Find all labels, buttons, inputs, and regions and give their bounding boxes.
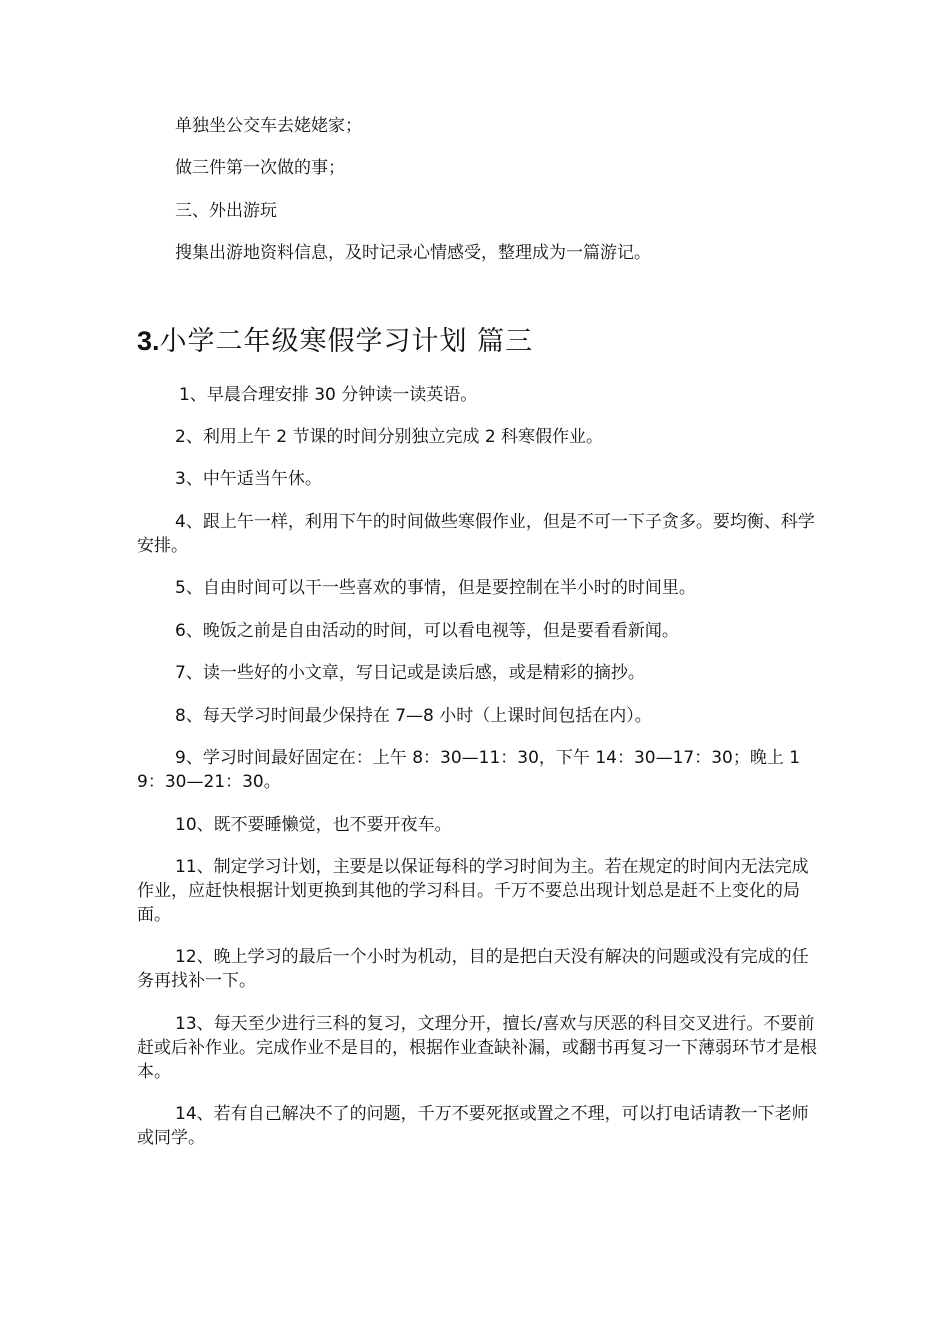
intro-item: 做三件第一次做的事； [175,158,345,178]
plan-item-7: 7、读一些好的小文章，写日记或是读后感，或是精彩的摘抄。 [175,663,645,683]
plan-item-9: 9、学习时间最好固定在：上午 8：30—11：30，下午 14：30—17：30；晚上 19：30—21：30。 [137,748,801,792]
plan-item-10: 10、既不要睡懒觉，也不要开夜车。 [175,815,452,835]
plan-item-11: 11、制定学习计划，主要是以保证每科的学习时间为主。若在规定的时间内无法完成作业，应赶快根据计划更换到其他的学习科目。千万不要总出现计划总是赶不上变化的局面。 [137,857,809,925]
plan-item-3: 3、中午适当午休。 [175,469,322,489]
plan-item-12: 12、晚上学习的最后一个小时为机动，目的是把白天没有解决的问题或没有完成的任务再找补一下。 [137,947,809,991]
section-number: 3. [137,326,160,356]
intro-item: 搜集出游地资料信息，及时记录心情感受，整理成为一篇游记。 [175,243,651,263]
intro-subheading: 三、外出游玩 [175,201,277,221]
plan-item-1: 1、早晨合理安排 30 分钟读一读英语。 [179,385,478,405]
section-title: 小学二年级寒假学习计划 篇三 [159,326,534,357]
plan-item-13: 13、每天至少进行三科的复习，文理分开，擅长/喜欢与厌恶的科目交叉进行。不要前赶或后补作业。完成作业不是目的，根据作业查缺补漏，或翻书再复习一下薄弱环节才是根本。 [137,1014,817,1082]
plan-item-14: 14、若有自己解决不了的问题，千万不要死抠或置之不理，可以打电话请教一下老师或同学。 [137,1104,809,1148]
plan-item-2: 2、利用上午 2 节课的时间分别独立完成 2 科寒假作业。 [175,427,604,447]
intro-item: 单独坐公交车去姥姥家； [175,116,362,136]
plan-item-8: 8、每天学习时间最少保持在 7—8 小时（上课时间包括在内）。 [175,706,652,726]
plan-item-5: 5、自由时间可以干一些喜欢的事情，但是要控制在半小时的时间里。 [175,578,696,598]
section-heading [137,322,533,361]
plan-item-4: 4、跟上午一样，利用下午的时间做些寒假作业，但是不可一下子贪多。要均衡、科学安排。 [137,512,815,556]
plan-item-6: 6、晚饭之前是自由活动的时间，可以看电视等，但是要看看新闻。 [175,621,679,641]
